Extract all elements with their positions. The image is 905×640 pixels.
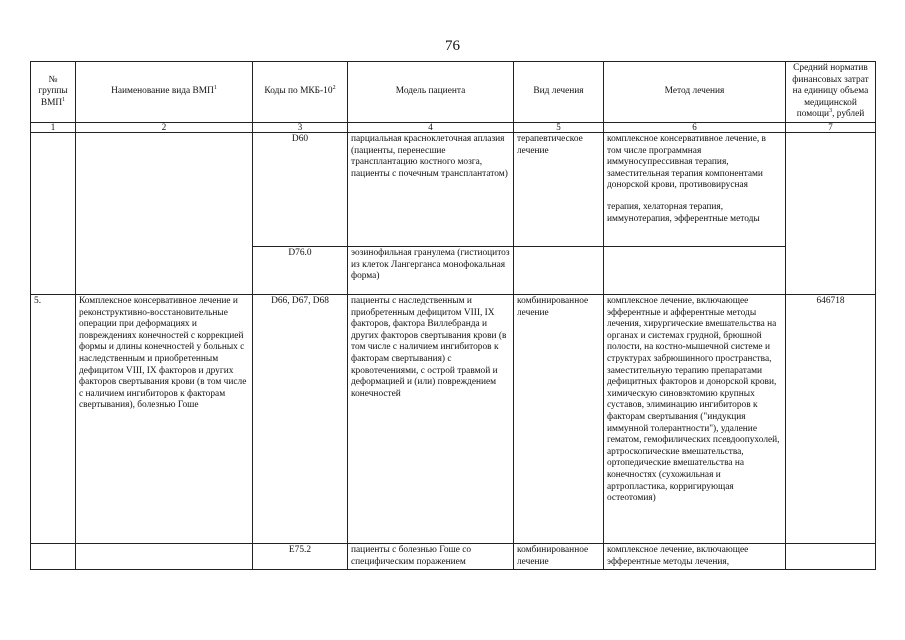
- header-row: [31, 62, 876, 123]
- name-cell-empty: [76, 544, 253, 570]
- column-number: 4: [348, 123, 514, 133]
- column-number: 1: [31, 123, 76, 133]
- treatment-method: комплексное лечение, включающее эфферентные и афферентные методы лечения, хирургические вмешательства на органах и системах грудной, брюшной полости, на костно-мышечной системе и структурах забрюшинного пространства, заместительную терапию препаратами дефицитных факторов и донорской крови, химическую синовэктомию крупных суставов, элиминацию ингибиторов к факторам свертывания ("индукция иммунной толерантности"), удаление гематом, гемофилических псевдоопухолей, артроскопические вмешательства, ортопедические вмешательства на конечностях (сухожильная и артропластика, корригирующая остеотомия): [604, 295, 786, 544]
- group-cell-empty: [31, 133, 76, 295]
- treatment-method: комплексное консервативное лечение, в том числе программная иммуносупрессивная терапия, заместительная терапия компонентами донорской крови, противовирусная терапия, хелаторная терапия, иммунотерапия, эфферентные методы: [604, 133, 786, 247]
- table-row: [31, 295, 876, 544]
- cost-standard: 646718: [786, 295, 876, 544]
- header-vmp-name: Наименование вида ВМП$^1$: [76, 62, 253, 123]
- patient-model: эозинофильная гранулема (гистиоцитоз из клеток Лангерганса монофокальная форма): [348, 247, 514, 295]
- column-number: 3: [253, 123, 348, 133]
- column-number: 7: [786, 123, 876, 133]
- patient-model: пациенты с болезнью Гоше со специфическим поражением: [348, 544, 514, 570]
- header-group-number: № группы ВМП$^1$: [31, 62, 76, 123]
- group-number: 5.: [31, 295, 76, 544]
- patient-model: парциальная красноклеточная аплазия (пациенты, перенесшие трансплантацию костного мозга, пациенты с почечным трансплантатом): [348, 133, 514, 247]
- icd-code: D76.0: [253, 247, 348, 295]
- icd-code: D60: [253, 133, 348, 247]
- treatment-type-empty: [514, 247, 604, 295]
- header-treatment-type: Вид лечения: [514, 62, 604, 123]
- cost-cell-empty: [786, 133, 876, 295]
- icd-code: E75.2: [253, 544, 348, 570]
- cost-cell-empty: [786, 544, 876, 570]
- column-number: 5: [514, 123, 604, 133]
- vmp-name: Комплексное консервативное лечение и реконструктивно-восстановительные операции при деформациях и повреждениях конечностей с коррекцией формы и длины конечностей у больных с наследственным и приобретенным дефицитом VIII, IX факторов и других факторов свертывания крови (в том числе с наличием ингибиторов к факторам свертывания), болезнью Гоше: [76, 295, 253, 544]
- header-treatment-method: Метод лечения: [604, 62, 786, 123]
- column-number: 6: [604, 123, 786, 133]
- treatment-type: комбинированное лечение: [514, 544, 604, 570]
- table-row: [31, 133, 876, 247]
- group-cell-empty: [31, 544, 76, 570]
- name-cell-empty: [76, 133, 253, 295]
- column-number: 2: [76, 123, 253, 133]
- table-row: [31, 544, 876, 570]
- page-number: 76: [445, 38, 460, 54]
- patient-model: пациенты с наследственным и приобретенным дефицитом VIII, IX факторов, фактора Виллебранда и других факторов свертывания крови (в том числе с наличием ингибиторов к факторам свертывания) с кровотечениями, с острой травмой и деформацией и (или) повреждением конечностей: [348, 295, 514, 544]
- treatment-method: комплексное лечение, включающее эфферентные методы лечения,: [604, 544, 786, 570]
- header-cost-standard: Средний норматив финансовых затрат на единицу объема медицинской помощи$^3$, рублей: [786, 62, 876, 123]
- treatment-type: комбинированное лечение: [514, 295, 604, 544]
- treatment-method-empty: [604, 247, 786, 295]
- icd-code: D66, D67, D68: [253, 295, 348, 544]
- header-icd-codes: Коды по МКБ-$10^2$: [253, 62, 348, 123]
- vmp-table: [30, 61, 876, 570]
- treatment-type: терапевтическое лечение: [514, 133, 604, 247]
- column-number-row: [31, 123, 876, 133]
- header-patient-model: Модель пациента: [348, 62, 514, 123]
